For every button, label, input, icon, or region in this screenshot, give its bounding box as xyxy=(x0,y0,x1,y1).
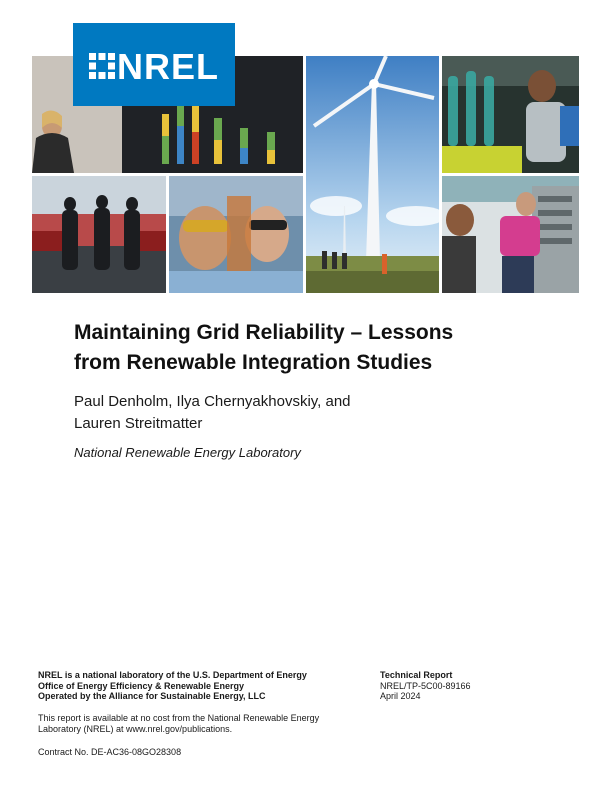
title-line-2: from Renewable Integration Studies xyxy=(74,351,433,374)
availability-line-2: Laboratory (NREL) at www.nrel.gov/publications. xyxy=(38,723,233,734)
authors-line-2: Lauren Streitmatter xyxy=(74,415,203,432)
availability-statement xyxy=(38,713,358,734)
report-type: Technical Report xyxy=(380,670,453,680)
photo-workers-selfie xyxy=(169,176,303,293)
lab-line-3: Operated by the Alliance for Sustainable Energy, LLC xyxy=(38,691,266,701)
nrel-logo xyxy=(73,23,235,106)
lab-line-1: NREL is a national laboratory of the U.S. Department of Energy xyxy=(38,670,307,680)
logo-text: NREL xyxy=(117,46,219,87)
report-number: NREL/TP-5C00-89166 xyxy=(380,680,471,691)
organization-name: National Renewable Energy Laboratory xyxy=(74,445,301,460)
report-info xyxy=(380,670,540,702)
lab-statement xyxy=(38,670,368,702)
report-date: April 2024 xyxy=(380,691,421,701)
photo-wind-turbine xyxy=(306,56,439,293)
title-line-1: Maintaining Grid Reliability – Lessons xyxy=(74,321,454,344)
availability-line-1: This report is available at no cost from the National Renewable Energy xyxy=(38,713,320,723)
report-authors xyxy=(74,391,414,435)
contract-number: Contract No. DE-AC36-08GO28308 xyxy=(38,747,182,757)
report-title xyxy=(74,318,534,378)
authors-line-1: Paul Denholm, Ilya Chernyakhovskiy, and xyxy=(74,393,351,410)
photo-lab-researcher xyxy=(442,56,579,173)
nrel-mark-icon xyxy=(89,53,115,79)
photo-electric-vehicles xyxy=(32,176,166,293)
lab-line-2: Office of Energy Efficiency & Renewable Energy xyxy=(38,680,245,691)
photo-engineers-equipment xyxy=(442,176,579,293)
